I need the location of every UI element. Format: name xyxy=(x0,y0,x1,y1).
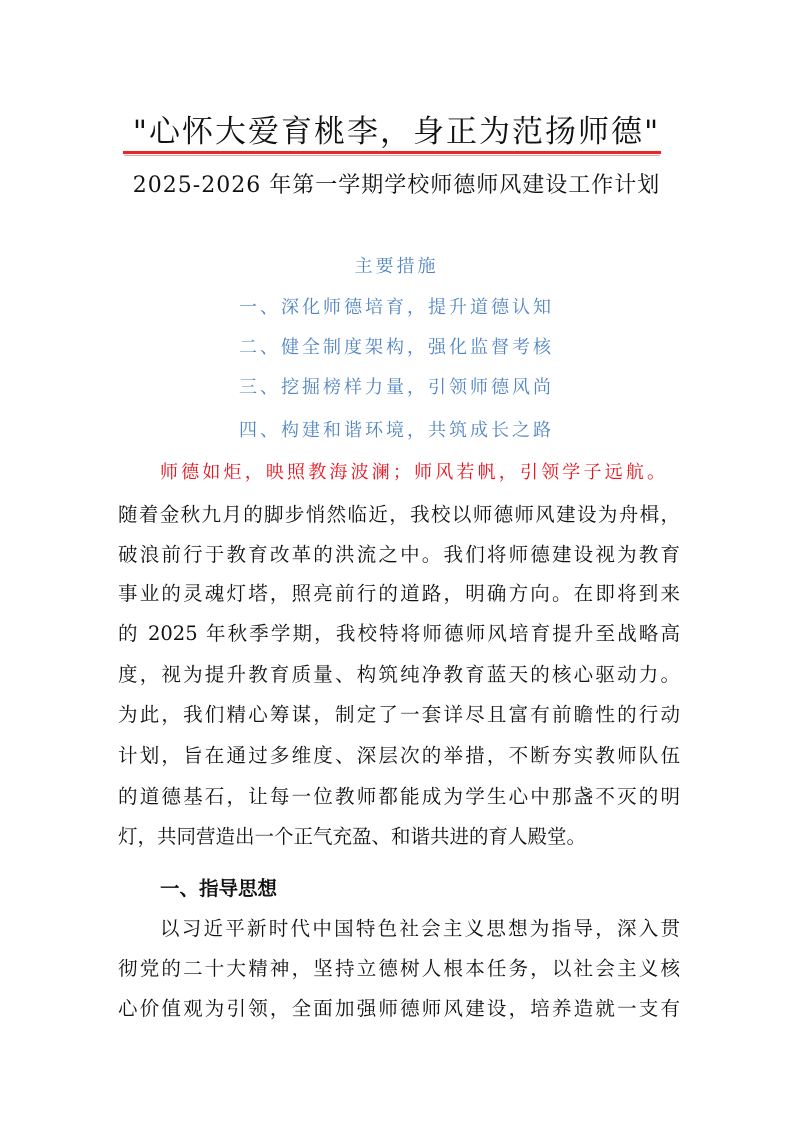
measure-item: 一、深化师德培育，提升道德认知 xyxy=(239,297,554,318)
intro-line: 为此，我们精心筹谋，制定了一套详尽且富有前瞻性的行动 xyxy=(118,703,680,726)
section-line: 心价值观为引领，全面加强师德师风建设，培养造就一支有 xyxy=(118,997,680,1020)
measure-item: 三、挖掘榜样力量，引领师德风尚 xyxy=(239,377,554,398)
measures-heading: 主要措施 xyxy=(354,256,439,277)
measure-item: 四、构建和谐环境，共筑成长之路 xyxy=(239,420,554,441)
document-subtitle: 2025-2026 年第一学期学校师德师风建设工作计划 xyxy=(132,173,661,198)
intro-line: 随着金秋九月的脚步悄然临近，我校以师德师风建设为舟楫， xyxy=(118,503,680,526)
intro-line: 度，视为提升教育质量、构筑纯净教育蓝天的核心驱动力。 xyxy=(118,663,680,686)
intro-line: 灯，共同营造出一个正气充盈、和谐共进的育人殿堂。 xyxy=(118,825,587,848)
motto: 师德如炬，映照教海波澜；师风若帆，引领学子远航。 xyxy=(160,462,665,483)
document-title: "心怀大爱育桃李，身正为范扬师德" xyxy=(132,114,661,150)
intro-line: 的 2025 年秋季学期，我校特将师德师风培育提升至战略高 xyxy=(118,622,680,645)
section-line: 彻党的二十大精神，坚持立德树人根本任务，以社会主义核 xyxy=(118,957,680,980)
intro-line: 破浪前行于教育改革的洪流之中。我们将师德建设视为教育 xyxy=(118,543,680,566)
intro-line: 的道德基石，让每一位教师都能成为学生心中那盏不灭的明 xyxy=(118,785,680,808)
title-underline xyxy=(123,151,661,154)
intro-line: 计划，旨在通过多维度、深层次的举措，不断夯实教师队伍 xyxy=(118,744,680,767)
measure-item: 二、健全制度架构，强化监督考核 xyxy=(239,337,554,358)
section-heading: 一、指导思想 xyxy=(160,877,278,900)
section-line: 以习近平新时代中国特色社会主义思想为指导，深入贯 xyxy=(160,917,680,940)
intro-line: 事业的灵魂灯塔，照亮前行的道路，明确方向。在即将到来 xyxy=(118,582,680,605)
